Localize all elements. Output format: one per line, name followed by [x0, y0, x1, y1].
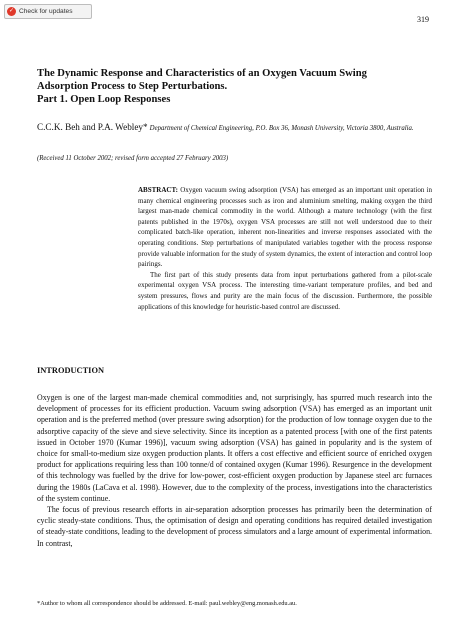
abstract-paragraph-2: The first part of this study presents data from input perturbations gathered from a pilot-scale experimental oxygen VSA process. The interesting time-variant temperature profiles, and bed and system pressures, flows and purity are the main focus of the discussion. Furthermore, the possible applications of this knowledge for heuristic-based control are discussed.: [138, 270, 432, 311]
footnote: *Author to whom all correspondence should be addressed. E-mail: paul.webley@eng.monash.edu.au.: [37, 600, 297, 607]
body-text: [37, 392, 432, 549]
body-paragraph-2: The focus of previous research efforts in air-separation adsorption processes has primarily been the determination of cyclic steady-state conditions. Thus, the optimisation of design and operating conditions has required detailed investigation of steady-state conditions, leading to the development of process simulators and a large amount of experimental information. In contrast,: [37, 505, 432, 548]
check-for-updates-badge[interactable]: [4, 4, 92, 19]
author-names: C.C.K. Beh and P.A. Webley*: [37, 122, 148, 132]
paper-title: [37, 67, 437, 107]
abstract-paragraph-1: [138, 185, 432, 270]
abstract-label: ABSTRACT:: [138, 186, 178, 194]
title-line-3: Part 1. Open Loop Responses: [37, 94, 171, 106]
check-for-updates-icon: ✓: [8, 8, 15, 14]
received-dates: (Received 11 October 2002; revised form accepted 27 February 2003): [37, 155, 229, 162]
author-affiliation: Department of Chemical Engineering, P.O. Box 36, Monash University, Victoria 3800, Australia.: [149, 125, 414, 132]
abstract-text-1: Oxygen vacuum swing adsorption (VSA) has emerged as an important unit operation in many chemical engineering processes such as iron and aluminium smelting, making oxygen the third largest man-made chemical commodity in the world. Although a mature technology (with the first patents published in the 1970s), oxygen VSA processes are still not well understood due to their complicated batch-like operation, inherent non-linearities and inverse responses associated with the operating conditions. Step perturbations of manipulated variables together with the process response provide valuable information for the study of system dynamics, the extent of interaction and control loop pairings.: [138, 186, 433, 269]
body-paragraph-1: Oxygen is one of the largest man-made chemical commodities and, not surprisingly, has spurred much research into the development of processes for its efficient production. Vacuum swing adsorption (VSA) has emerged as an important unit operation and is the preferred method (over pressure swing adsorption) for the production of low tonnage oxygen due to the adsorptive capacity of the sieve and sieve selectivity. Since its inception as a patented process [with one of the first patents issued in October 1970 (Kumar 1996)], vacuum swing adsorption (VSA) has gained in popularity and is the system of choice for small-to-medium size oxygen production plants. It offers a cost effective and efficient source of enriched oxygen product for applications requiring less than 100 tonne/d of contained oxygen (Kumar 1996). Resurgence in the development of this technology was fuelled by the drive for low-power, cost-efficient oxygen production by Japanese steel arc furnaces during the 1980s (LaCava et al. 1998). However, due to the complexity of the process, investigations into the characteristics of the system continue.: [37, 393, 432, 503]
abstract: [138, 185, 432, 312]
title-line-1: The Dynamic Response and Characteristics of an Oxygen Vacuum Swing: [37, 68, 367, 79]
author-block: [37, 121, 432, 135]
title-line-2: Adsorption Process to Step Perturbations.: [37, 81, 228, 93]
section-heading: INTRODUCTION: [37, 366, 105, 375]
page-number: 319: [417, 15, 429, 24]
check-for-updates-label: Check for updates: [19, 8, 73, 15]
